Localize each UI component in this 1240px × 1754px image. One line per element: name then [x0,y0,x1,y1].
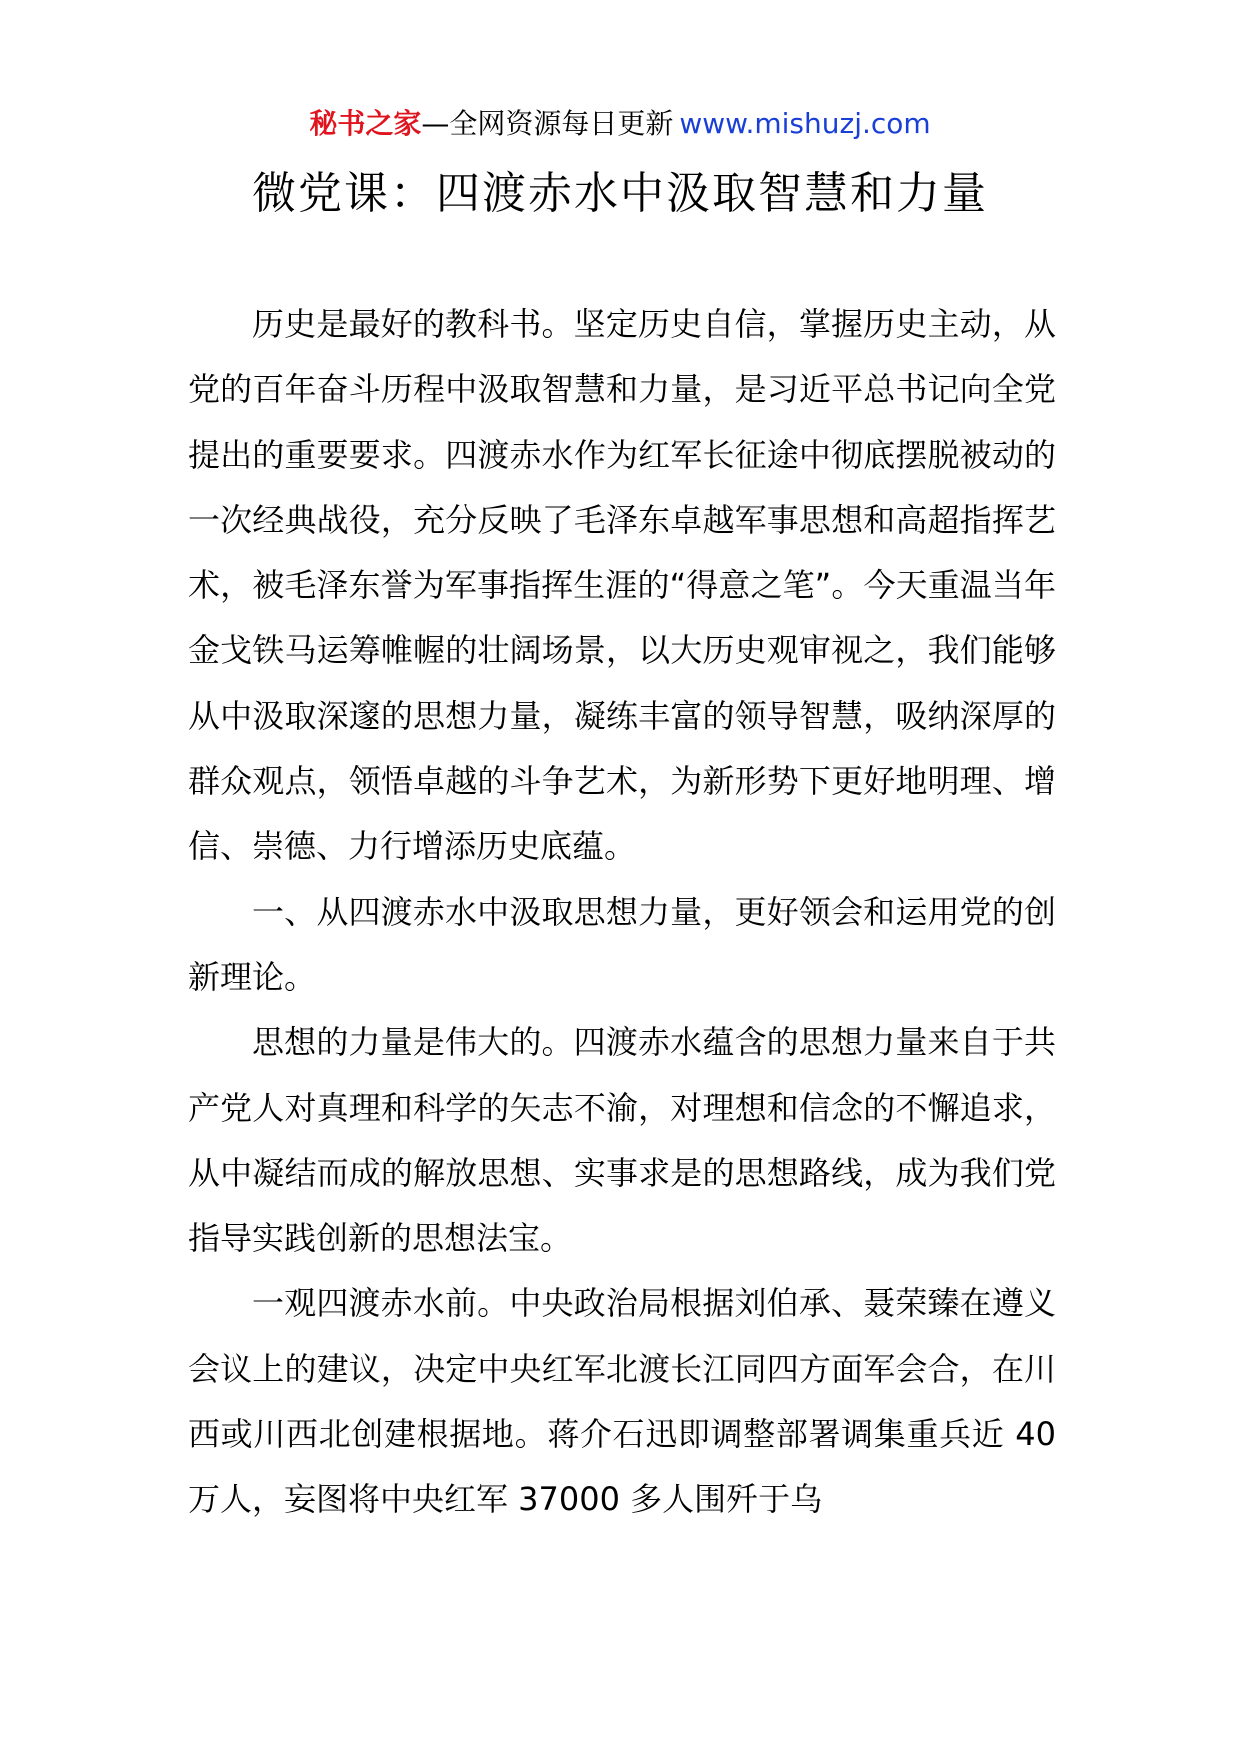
paragraph-before-crossing: 一观四渡赤水前。中央政治局根据刘伯承、聂荣臻在遵义会议上的建议，决定中央红军北渡长江同四方面军会合，在川西或川西北创建根据地。蒋介石迅即调整部署调集重兵近 40 万人，妄图将中央红军 37000 多人围歼于乌 [188,1284,1056,1519]
document-title: 微党课：四渡赤水中汲取智慧和力量 [252,168,988,219]
site-header [0,104,1240,144]
site-url-link[interactable]: www.mishuzj.com [679,107,931,140]
site-tagline: —全网资源每日更新 [421,107,674,140]
document-body [188,292,1056,1533]
paragraph-thought-power: 思想的力量是伟大的。四渡赤水蕴含的思想力量来自于共产党人对真理和科学的矢志不渝，对理想和信念的不懈追求，从中凝结而成的解放思想、实事求是的思想路线，成为我们党指导实践创新的思想法宝。 [188,1023,1056,1258]
paragraph-intro: 历史是最好的教科书。坚定历史自信，掌握历史主动，从党的百年奋斗历程中汲取智慧和力量，是习近平总书记向全党提出的重要要求。四渡赤水作为红军长征途中彻底摆脱被动的一次经典战役，充分反映了毛泽东卓越军事思想和高超指挥艺术，被毛泽东誉为军事指挥生涯的“得意之笔”。今天重温当年金戈铁马运筹帷幄的壮阔场景，以大历史观审视之，我们能够从中汲取深邃的思想力量，凝练丰富的领导智慧，吸纳深厚的群众观点，领悟卓越的斗争艺术，为新形势下更好地明理、增信、崇德、力行增添历史底蕴。 [188,305,1056,866]
section-heading-1: 一、从四渡赤水中汲取思想力量，更好领会和运用党的创新理论。 [188,892,1056,996]
site-brand: 秘书之家 [309,107,422,140]
